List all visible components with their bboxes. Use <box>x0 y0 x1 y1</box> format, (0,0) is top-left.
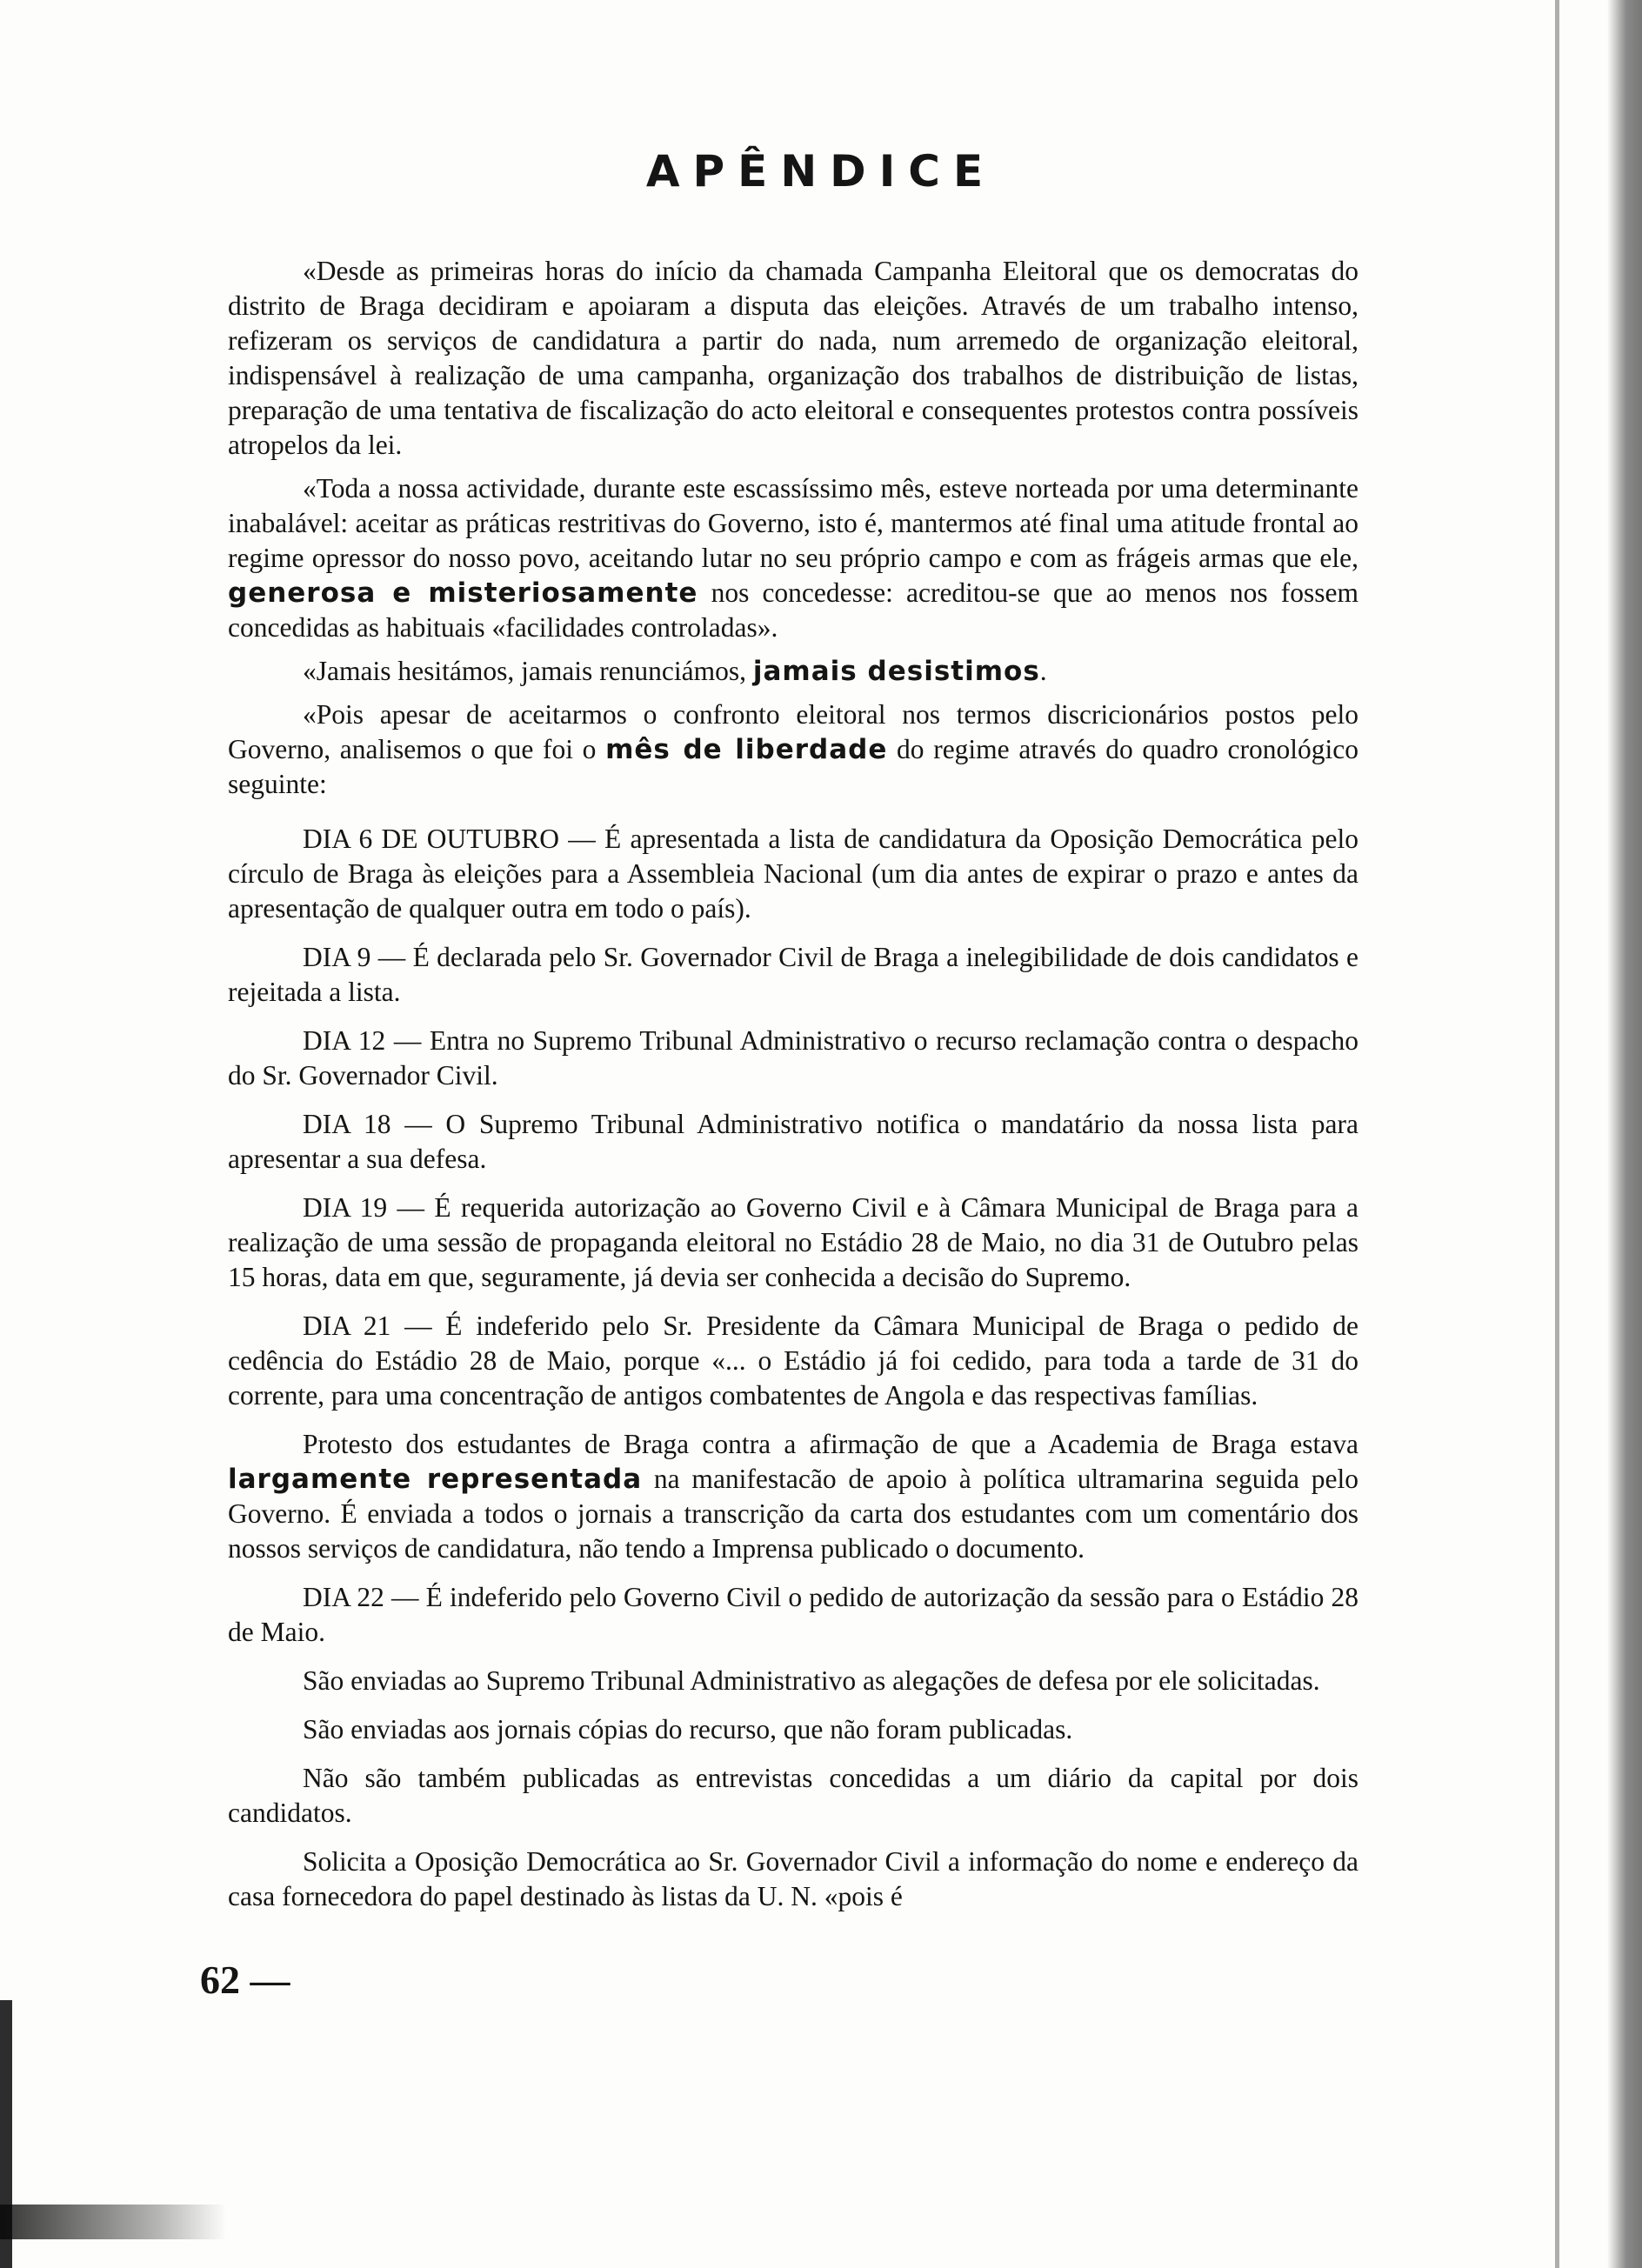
paragraph-text: DIA 21 — É indeferido pelo Sr. Presidente da Câmara Municipal de Braga o pedido de cedência do Estádio 28 de Maio, porque «... o Estádio já foi cedido, para toda a tarde de 31 do corrente, para uma concentração de antigos combatentes de Angola e das respectivas famílias. <box>228 1311 1358 1411</box>
chronology-text <box>228 822 1358 1928</box>
paragraph-text: «Toda a nossa actividade, durante este escassíssimo mês, esteve norteada por uma determinante inabalável: aceitar as práticas restritivas do Governo, isto é, mantermos até final uma atitude frontal ao regime opressor do nosso povo, aceitando lutar no seu próprio campo e com as frágeis armas que ele, <box>228 473 1358 573</box>
chronology-entry <box>228 1107 1358 1177</box>
paragraph-text: DIA 22 — É indeferido pelo Governo Civil o pedido de autorização da sessão para o Estádio 28 de Maio. <box>228 1582 1358 1647</box>
paragraph-text: Solicita a Oposição Democrática ao Sr. Governador Civil a informação do nome e endereço da casa fornecedora do papel destinado às listas da U. N. «pois é <box>228 1846 1358 1911</box>
paragraph-text: DIA 9 — É declarada pelo Sr. Governador Civil de Braga a inelegibilidade de dois candidatos e rejeitada a lista. <box>228 942 1358 1007</box>
scan-corner-shadow <box>0 2205 226 2239</box>
paragraph-text: . <box>1039 656 1047 686</box>
paragraph-text: Protesto dos estudantes de Braga contra a afirmação de que a Academia de Braga estava <box>303 1429 1358 1459</box>
chronology-entry <box>228 1024 1358 1093</box>
intro-paragraph <box>228 254 1358 463</box>
chronology-entry <box>228 1309 1358 1413</box>
intro-paragraph <box>228 471 1358 645</box>
chronology-entry <box>228 1844 1358 1914</box>
chronology-entry <box>228 1427 1358 1566</box>
paragraph-text: DIA 12 — Entra no Supremo Tribunal Administrativo o recurso reclamação contra o despacho do Sr. Governador Civil. <box>228 1025 1358 1091</box>
chronology-entry <box>228 822 1358 926</box>
paragraph-text: nos concedesse: acreditou-se que ao menos nos fossem concedidas as habituais «facilidades controladas». <box>228 577 1359 643</box>
scan-edge-shadow <box>1607 0 1642 2268</box>
page-title: APÊNDICE <box>645 146 997 197</box>
chronology-entry <box>228 1191 1358 1295</box>
paragraph-text: São enviadas ao Supremo Tribunal Administrativo as alegações de defesa por ele solicitadas. <box>303 1665 1320 1696</box>
paragraph-text: «Jamais hesitámos, jamais renunciámos, <box>303 656 753 686</box>
emphasis-text: mês de liberdade <box>605 734 888 765</box>
page-number: 62 — <box>200 1958 290 2002</box>
emphasis-text: jamais desistimos <box>752 656 1040 687</box>
intro-paragraph <box>228 654 1358 689</box>
chronology-entry <box>228 1761 1358 1831</box>
chronology-entry <box>228 1712 1358 1747</box>
paragraph-text: DIA 6 DE OUTUBRO — É apresentada a lista de candidatura da Oposição Democrática pelo círculo de Braga às eleições para a Assembleia Nacional (um dia antes de expirar o prazo e antes da apresentação de qualquer outra em todo o país). <box>228 824 1358 924</box>
scan-edge-line <box>1555 0 1559 2268</box>
intro-paragraph <box>228 697 1358 802</box>
paragraph-text: São enviadas aos jornais cópias do recurso, que não foram publicadas. <box>303 1714 1073 1744</box>
emphasis-text: generosa e misteriosamente <box>228 577 698 609</box>
paragraph-text: DIA 18 — O Supremo Tribunal Administrativo notifica o mandatário da nossa lista para apresentar a sua defesa. <box>228 1109 1358 1174</box>
paragraph-text: «Pois apesar de aceitarmos o confronto eleitoral nos termos discricionários postos pelo Governo, analisemos o que foi o <box>228 699 1358 764</box>
chronology-entry <box>228 1664 1358 1698</box>
paragraph-text: Não são também publicadas as entrevistas concedidas a um diário da capital por dois candidatos. <box>228 1763 1358 1828</box>
intro-text <box>228 254 1358 810</box>
paragraph-text: «Desde as primeiras horas do início da chamada Campanha Eleitoral que os democratas do distrito de Braga decidiram e apoiaram a disputa das eleições. Através de um trabalho intenso, refizeram os serviços de candidatura a partir do nada, num arremedo de organização eleitoral, indispensável à realização de uma campanha, organização dos trabalhos de distribuição de listas, preparação de uma tentativa de fiscalização do acto eleitoral e consequentes protestos contra possíveis atropelos da lei. <box>228 256 1358 460</box>
paragraph-text: DIA 19 — É requerida autorização ao Governo Civil e à Câmara Municipal de Braga para a realização de uma sessão de propaganda eleitoral no Estádio 28 de Maio, no dia 31 de Outubro pelas 15 horas, data em que, seguramente, já devia ser conhecida a decisão do Supremo. <box>228 1192 1358 1292</box>
chronology-entry <box>228 940 1358 1010</box>
paragraph-text: na manifestacão de apoio à política ultramarina seguida pelo Governo. É enviada a todos o jornais a transcrição da carta dos estudantes com um comentário dos nossos serviços de candidatura, não tendo a Imprensa publicado o documento. <box>228 1464 1358 1564</box>
chronology-entry <box>228 1580 1358 1650</box>
paragraph-text: do regime através do quadro cronológico seguinte: <box>228 734 1358 799</box>
emphasis-text: largamente representada <box>228 1464 643 1495</box>
scan-left-edge <box>0 2000 12 2268</box>
